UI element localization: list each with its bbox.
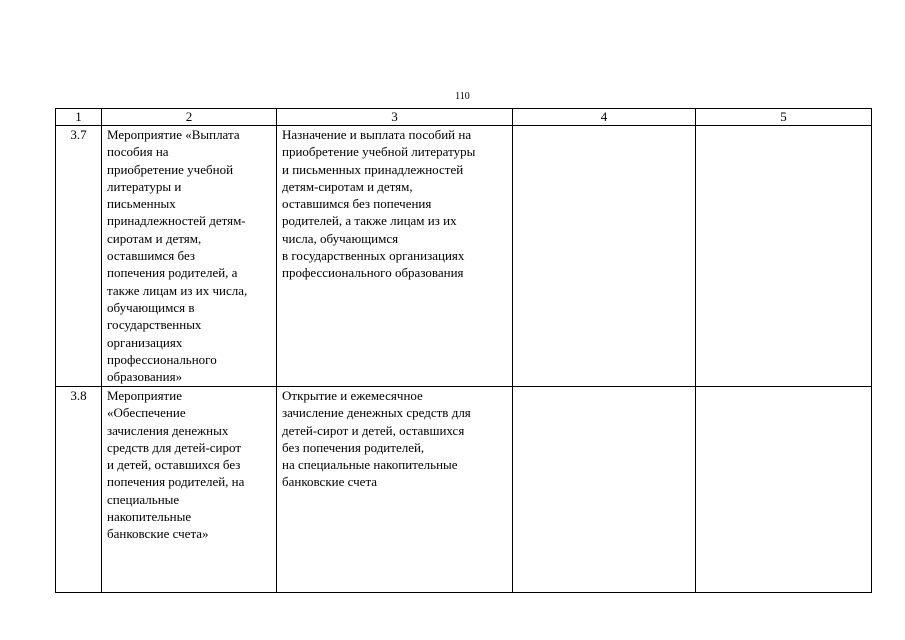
header-cell-5: 5 [696, 109, 872, 126]
event-name-cell: Мероприятие «Обеспечение зачисления денежных средств для детей-сирот и детей, оставшихся без попечения родителей, на специальные накопительные банковские счета» [102, 387, 277, 593]
header-cell-2: 2 [102, 109, 277, 126]
row-number-cell: 3.8 [56, 387, 102, 593]
measures-table [55, 108, 872, 593]
table-row [56, 387, 872, 593]
header-cell-3: 3 [277, 109, 513, 126]
page-number: 110 [455, 91, 470, 102]
table-row [56, 126, 872, 387]
header-cell-4: 4 [513, 109, 696, 126]
event-name-cell: Мероприятие «Выплата пособия на приобретение учебной литературы и письменных принадлежностей детям- сиротам и детям, оставшимся без попечения родителей, а также лицам из их числа, обучающимся в государственных организациях профессионального образования» [102, 126, 277, 387]
row-number-cell: 3.7 [56, 126, 102, 387]
event-description-cell: Назначение и выплата пособий на приобретение учебной литературы и письменных принадлежностей детям-сиротам и детям, оставшимся без попечения родителей, а также лицам из их числа, обучающимся в государственных организациях профессионального образования [277, 126, 513, 387]
column-4-cell [513, 126, 696, 387]
header-cell-1: 1 [56, 109, 102, 126]
column-5-cell [696, 387, 872, 593]
event-description-cell: Открытие и ежемесячное зачисление денежных средств для детей-сирот и детей, оставшихся без попечения родителей, на специальные накопительные банковские счета [277, 387, 513, 593]
table-header-row [56, 109, 872, 126]
column-5-cell [696, 126, 872, 387]
column-4-cell [513, 387, 696, 593]
